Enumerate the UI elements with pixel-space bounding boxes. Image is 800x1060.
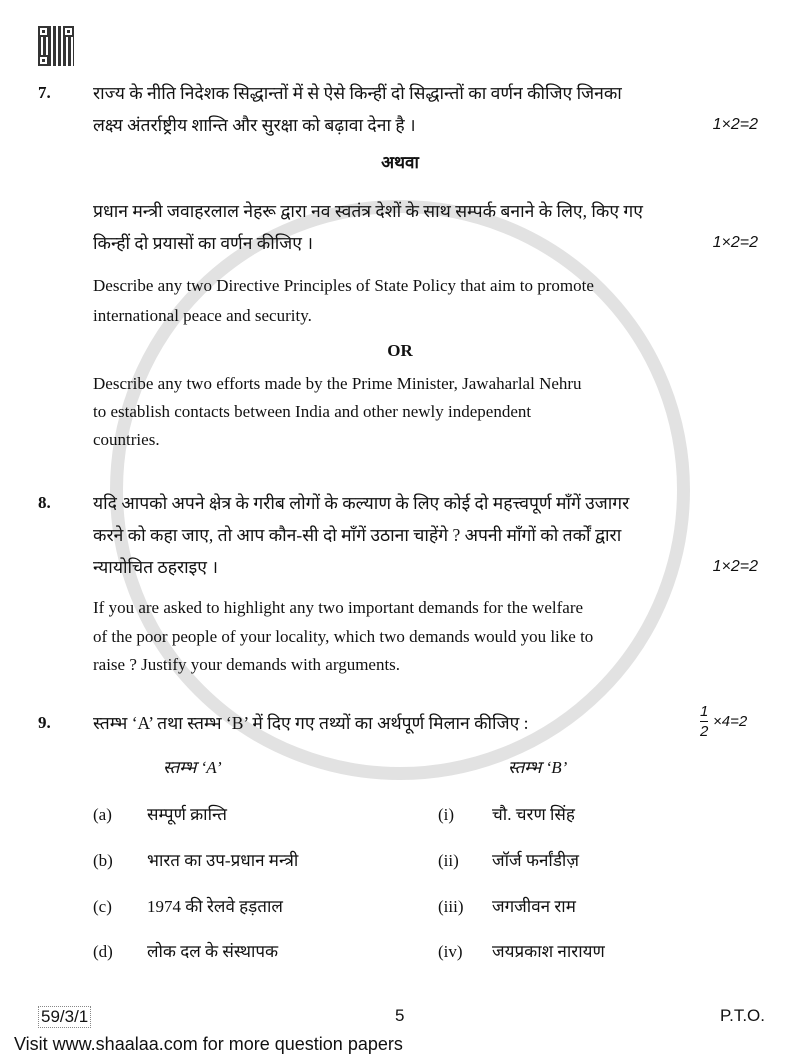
marks-denominator: 2 <box>700 723 709 740</box>
question-number: 8. <box>38 493 51 512</box>
english-line: If you are asked to highlight any two important demands for the welfare <box>93 598 584 617</box>
marks: 1×2=2 <box>712 116 758 133</box>
fraction-bar <box>700 721 708 722</box>
or-hindi: अथवा <box>381 153 419 172</box>
english-line: international peace and security. <box>93 306 312 325</box>
row-label-b: (ii) <box>438 851 459 870</box>
marks-rest: ×4=2 <box>713 713 748 730</box>
marks-fraction <box>700 703 758 743</box>
marks: 1×2=2 <box>712 234 758 251</box>
question-number: 7. <box>38 83 51 102</box>
hindi-line: करने को कहा जाए, तो आप कौन-सी दो माँगें उठाना चाहेंगे ? अपनी माँगों को तर्कों द्वारा <box>93 525 622 545</box>
hindi-line: स्तम्भ ‘A’ तथा स्तम्भ ‘B’ में दिए गए तथ्यों का अर्थपूर्ण मिलान कीजिए : <box>93 713 529 733</box>
marks: 1×2=2 <box>712 558 758 575</box>
row-label-a: (d) <box>93 942 113 961</box>
hindi-line: लक्ष्य अंतर्राष्ट्रीय शान्ति और सुरक्षा को बढ़ावा देना है । <box>93 115 416 135</box>
row-label-a: (a) <box>93 805 112 824</box>
marks-numerator: 1 <box>700 703 709 720</box>
paper-code: 59/3/1 <box>38 1006 91 1028</box>
row-text-a: लोक दल के संस्थापक <box>147 942 279 961</box>
row-label-b: (i) <box>438 805 455 824</box>
english-line: countries. <box>93 430 160 449</box>
row-text-a: भारत का उप-प्रधान मन्त्री <box>147 851 299 870</box>
row-label-a: (c) <box>93 897 112 916</box>
hindi-line: राज्य के नीति निदेशक सिद्धान्तों में से ऐसे किन्हीं दो सिद्धान्तों का वर्णन कीजिए जिनका <box>93 83 622 103</box>
hindi-line: किन्हीं दो प्रयासों का वर्णन कीजिए । <box>93 233 313 253</box>
english-line: to establish contacts between India and other newly independent <box>93 402 532 421</box>
hindi-line: यदि आपको अपने क्षेत्र के गरीब लोगों के कल्याण के लिए कोई दो महत्त्वपूर्ण माँगें उजागर <box>93 493 630 513</box>
hindi-line: न्यायोचित ठहराइए । <box>93 557 218 577</box>
row-text-b: जगजीवन राम <box>492 897 576 916</box>
english-line: Describe any two Directive Principles of State Policy that aim to promote <box>93 276 594 295</box>
column-b-header: स्तम्भ ‘B’ <box>508 758 568 777</box>
row-text-b: चौ. चरण सिंह <box>492 805 575 824</box>
row-text-a: 1974 की रेलवे हड़ताल <box>147 897 283 916</box>
row-text-b: जॉर्ज फर्नांडीज़ <box>492 851 579 870</box>
row-text-a: सम्पूर्ण क्रान्ति <box>147 805 227 824</box>
column-a-header: स्तम्भ ‘A’ <box>163 758 222 777</box>
english-line: of the poor people of your locality, which two demands would you like to <box>93 627 594 646</box>
or-english: OR <box>387 341 413 360</box>
row-label-b: (iii) <box>438 897 464 916</box>
row-label-a: (b) <box>93 851 113 870</box>
question-number: 9. <box>38 713 51 732</box>
english-line: Describe any two efforts made by the Prime Minister, Jawaharlal Nehru <box>93 374 582 393</box>
hindi-line: प्रधान मन्त्री जवाहरलाल नेहरू द्वारा नव स्वतंत्र देशों के साथ सम्पर्क बनाने के लिए, किए गए <box>93 201 643 221</box>
row-label-b: (iv) <box>438 942 463 961</box>
row-text-b: जयप्रकाश नारायण <box>492 942 605 961</box>
qr-code <box>38 26 74 66</box>
page-number: 5 <box>395 1006 405 1025</box>
pto-label: P.T.O. <box>719 1006 765 1025</box>
visit-link[interactable]: Visit www.shaalaa.com for more question papers <box>14 1034 403 1054</box>
english-line: raise ? Justify your demands with arguments. <box>93 655 401 674</box>
